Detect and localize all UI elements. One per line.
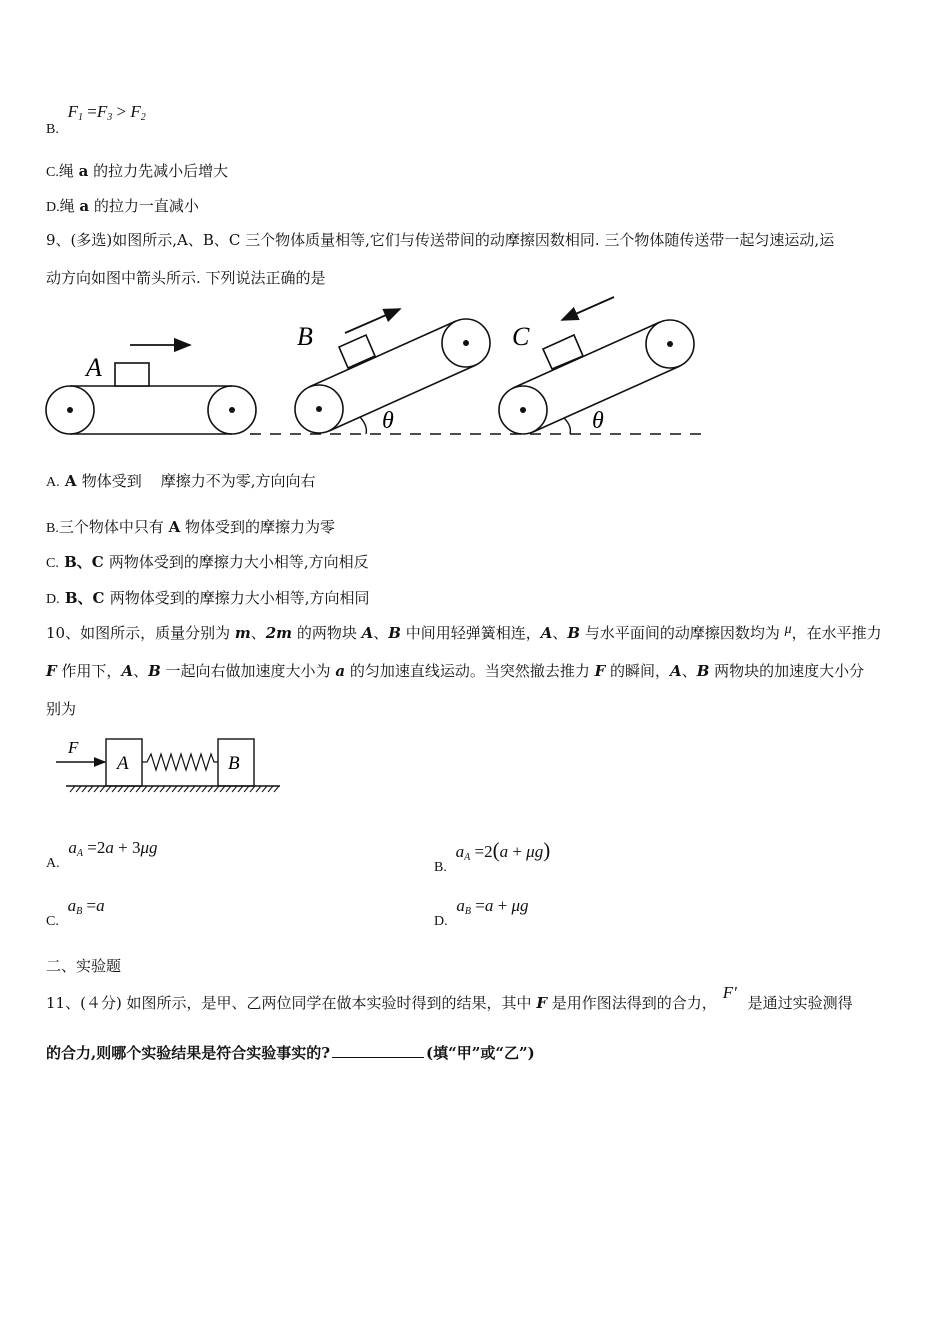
ground-hatch xyxy=(70,786,279,792)
var-a: A xyxy=(540,624,553,642)
q10-option-d xyxy=(434,896,529,929)
var-f: F xyxy=(536,994,547,1012)
q11-stem-line1 xyxy=(46,983,853,1013)
q8-option-b xyxy=(46,102,146,137)
var-b: B xyxy=(388,624,401,642)
var-b: B xyxy=(148,662,161,680)
var-b: B xyxy=(696,662,710,680)
stem-text: 、 xyxy=(681,662,697,680)
option-letter: A. xyxy=(46,856,60,871)
stem-text: 的合力,则哪个实验结果是符合实验事实的? xyxy=(46,1044,331,1062)
var-f: F xyxy=(46,662,57,680)
spring xyxy=(142,754,218,770)
option-formula: $a_B =a$ xyxy=(67,896,105,917)
block-a-label: A xyxy=(117,753,129,774)
section-title: 二、实验题 xyxy=(46,957,122,975)
option-letter: D. xyxy=(46,200,60,215)
option-formula: $F_1 =F_3 > F_2$ xyxy=(67,102,146,123)
option-letter: B. xyxy=(434,860,447,875)
block-b-label: B xyxy=(228,753,240,774)
option-text: 绳 xyxy=(58,162,79,180)
block-c xyxy=(543,335,583,369)
q9-option-d xyxy=(46,587,369,608)
stem-text: 与水平面间的动摩擦因数均为 xyxy=(580,624,785,642)
label-c: C xyxy=(512,322,530,351)
option-bold: B、C xyxy=(58,553,109,571)
var-a: A xyxy=(361,624,374,642)
option-text: 的拉力先减小后增大 xyxy=(88,162,229,180)
option-formula: $a_A =2a + 3\mu g$ xyxy=(68,838,158,859)
answer-blank[interactable] xyxy=(332,1056,424,1058)
q9-stem-line2: 动方向如图中箭头所示. 下列说法正确的是 xyxy=(46,269,326,287)
stem-text: 的匀加速直线运动。当突然撤去推力 xyxy=(345,662,595,680)
angle-label-b: θ xyxy=(382,408,394,434)
stem-text: 10、如图所示，质量分别为 xyxy=(46,624,235,642)
angle-arc-c xyxy=(564,418,570,434)
option-formula: $a_A =2(a + \mu g)$ xyxy=(455,838,551,863)
option-letter: C. xyxy=(46,165,59,180)
stem-text: 的瞬间， xyxy=(605,662,671,680)
option-var: a xyxy=(78,162,89,180)
option-letter: C. xyxy=(46,556,59,571)
stem-text: 、 xyxy=(133,662,149,680)
var-mu: μ xyxy=(784,622,792,637)
block-a xyxy=(115,363,149,386)
stem-text: 两物块的加速度大小分 xyxy=(709,662,865,680)
q10-stem-line3: 别为 xyxy=(46,700,77,718)
conveyor-belt-figure xyxy=(0,290,720,450)
stem-text: 的两物块 xyxy=(292,624,362,642)
stem-text: 、 xyxy=(373,624,389,642)
var-f: F xyxy=(594,662,606,680)
option-letter: B. xyxy=(46,122,59,137)
var-a: A xyxy=(670,662,682,680)
q10-stem-line1 xyxy=(46,622,882,643)
q11-stem-line2 xyxy=(46,1042,535,1063)
var-f-prime: F′ xyxy=(722,983,737,1002)
block-b xyxy=(339,335,375,368)
label-a: A xyxy=(86,353,102,382)
option-text: 三个物体中只有 xyxy=(58,518,169,536)
option-letter: B. xyxy=(46,521,59,536)
q9-stem-line1: 9、(多选)如图所示,A、B、C 三个物体质量相等,它们与传送带间的动摩擦因数相同. 三个物体随传送带一起匀速运动,运 xyxy=(46,231,835,249)
option-letter: D. xyxy=(434,914,448,929)
option-text: 的拉力一直减小 xyxy=(89,197,199,215)
q10-option-c xyxy=(46,896,105,929)
option-bold: A xyxy=(168,518,181,536)
label-b: B xyxy=(297,322,313,351)
label-force-f: F xyxy=(68,738,79,757)
belt-a xyxy=(46,386,256,434)
option-text: 物体受到的摩擦力为零 xyxy=(180,518,336,536)
var-2m: 2m xyxy=(265,624,293,642)
stem-text: 是通过实验测得 xyxy=(742,994,853,1012)
var-m: m xyxy=(234,624,251,642)
arrow-b xyxy=(345,309,400,333)
angle-arc-b xyxy=(360,417,366,434)
angle-label-c: θ xyxy=(592,408,604,434)
q9-option-a xyxy=(46,470,316,491)
stem-text: 11、(４分) 如图所示，是甲、乙两位同学在做本实验时得到的结果，其中 xyxy=(46,994,537,1012)
option-bold: A xyxy=(59,472,82,490)
q10-option-b xyxy=(434,838,551,875)
option-text: 两物体受到的摩擦力大小相等,方向相同 xyxy=(109,589,370,607)
arrow-c xyxy=(562,297,614,320)
stem-text: 作用下， xyxy=(56,662,122,680)
option-letter: D. xyxy=(46,592,60,607)
var-a: A xyxy=(121,662,134,680)
stem-text: 、 xyxy=(250,624,266,642)
option-text: 绳 xyxy=(59,197,80,215)
option-text: 物体受到 摩擦力不为零,方向向右 xyxy=(81,472,316,490)
q9-option-b xyxy=(46,516,335,537)
q10-option-a xyxy=(46,838,158,871)
option-bold: B、C xyxy=(59,589,110,607)
option-text: 两物体受到的摩擦力大小相等,方向相反 xyxy=(108,553,369,571)
stem-text: 是用作图法得到的合力， xyxy=(547,994,717,1012)
stem-text: ，在水平推力 xyxy=(791,624,882,642)
var-acc: a xyxy=(335,662,346,680)
q10-stem-line2 xyxy=(46,660,864,681)
stem-text: (填“甲”或“乙”) xyxy=(426,1044,535,1062)
stem-text: 一起向右做加速度大小为 xyxy=(160,662,336,680)
option-var: a xyxy=(79,197,90,215)
spring-blocks-figure xyxy=(50,730,290,800)
q9-option-c xyxy=(46,551,369,572)
option-letter: A. xyxy=(46,475,60,490)
q8-option-d xyxy=(46,195,199,216)
option-letter: C. xyxy=(46,914,59,929)
var-b: B xyxy=(567,624,581,642)
stem-text: 、 xyxy=(552,624,568,642)
stem-text: 中间用轻弹簧相连， xyxy=(400,624,541,642)
q8-option-c xyxy=(46,160,228,181)
option-formula: $a_B =a + \mu g$ xyxy=(456,896,529,917)
